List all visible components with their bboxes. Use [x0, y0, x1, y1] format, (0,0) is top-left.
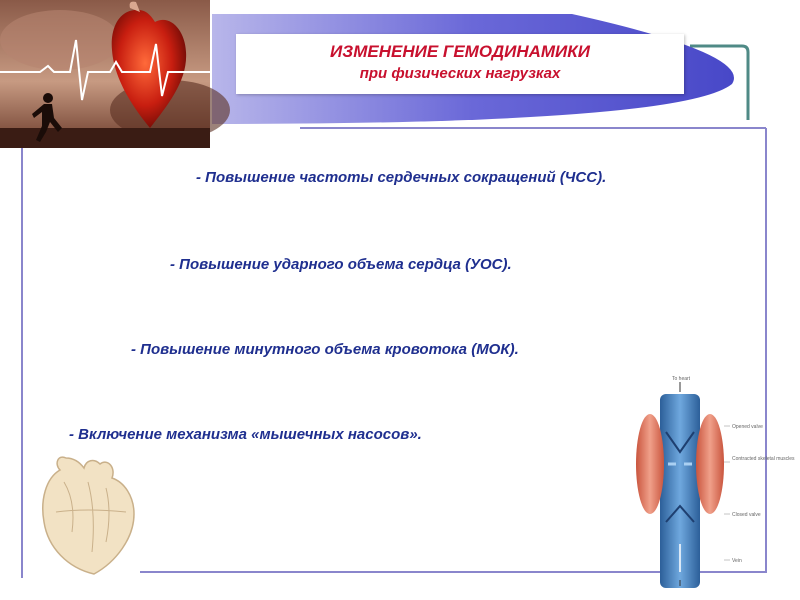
- title-box: [236, 34, 684, 94]
- muscle-right-icon: [696, 414, 724, 514]
- heart-sketch-icon: [36, 452, 140, 578]
- page-title: ИЗМЕНЕНИЕ ГЕМОДИНАМИКИ: [330, 42, 590, 61]
- bullet-heart-rate: - Повышение частоты сердечных сокращений (ЧСС).: [196, 169, 607, 186]
- bullet-stroke-volume: - Повышение ударного объема сердца (УОС).: [170, 256, 512, 273]
- page-subtitle: при физических нагрузках: [359, 65, 561, 82]
- bullet-muscle-pumps: - Включение механизма «мышечных насосов».: [69, 426, 422, 443]
- muscle-left-icon: [636, 414, 664, 514]
- bullet-minute-volume: - Повышение минутного объема кровотока (МОК).: [131, 341, 519, 358]
- vein-valve-diagram: [632, 372, 795, 590]
- label-closed-valve: Closed valve: [732, 512, 761, 518]
- heart-runner-photo: [0, 0, 210, 148]
- label-to-heart: To heart: [672, 376, 691, 382]
- label-contracted-muscles: Contracted skeletal muscles: [732, 456, 795, 462]
- label-opened-valve: Opened valve: [732, 424, 763, 430]
- label-vein: Vein: [732, 558, 742, 564]
